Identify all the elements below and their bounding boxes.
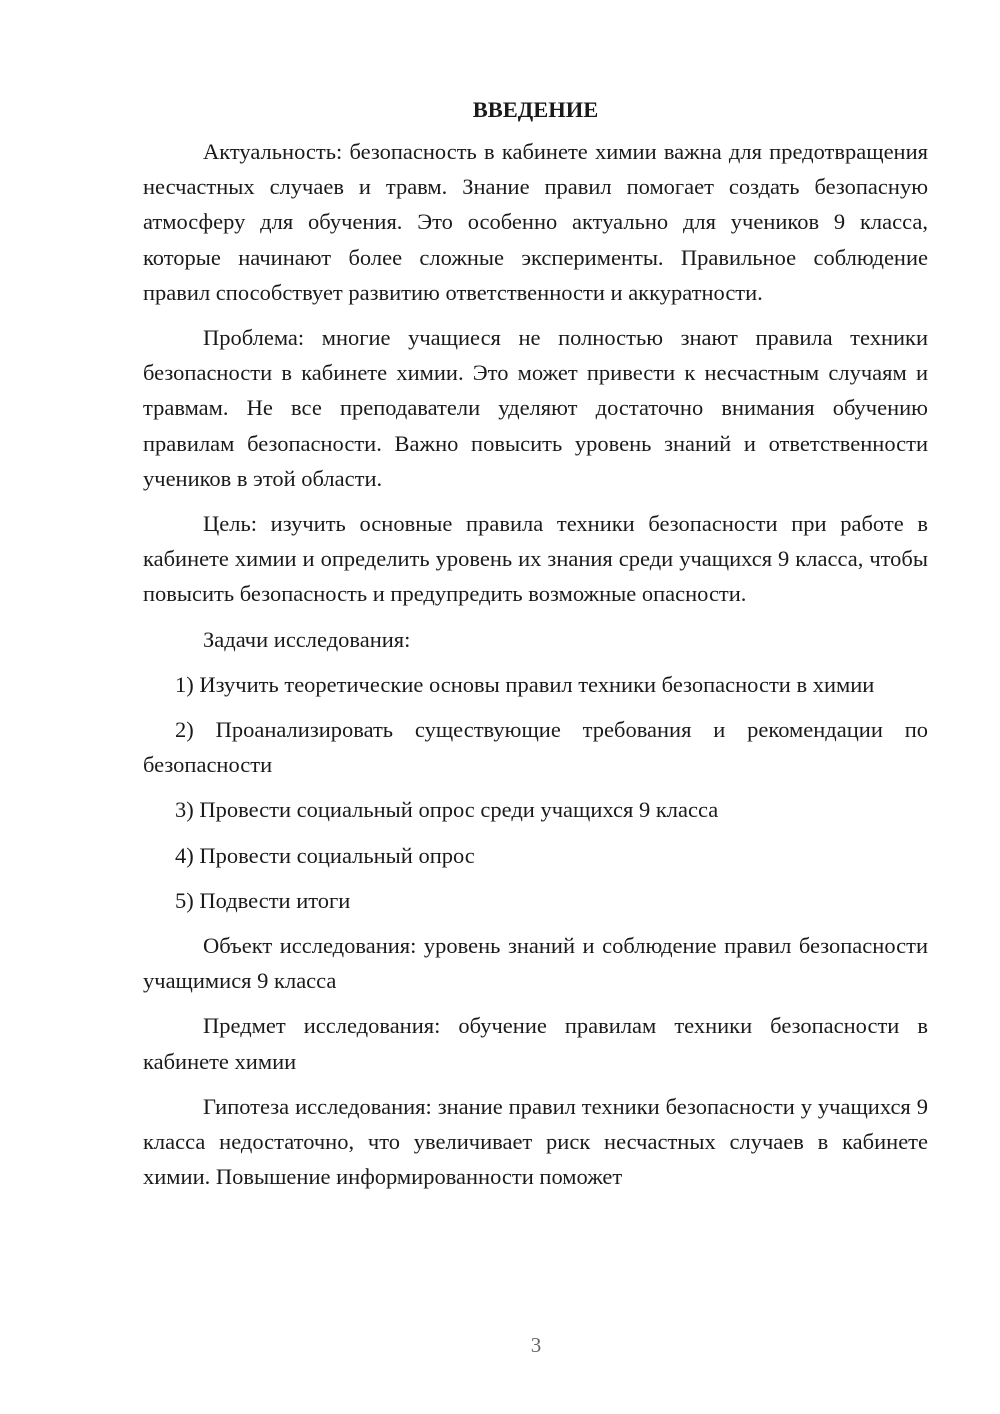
relevance-paragraph: Актуальность: безопасность в кабинете химии важна для предотвращения несчастных случаев и травм. Знание правил помогает создать безопасную атмосферу для обучения. Это особенно актуально для учеников 9 класса, которые начинают более сложные эксперименты. Правильное соблюдение правил способствует развитию ответственности и аккуратности. (143, 139, 928, 305)
goal-paragraph: Цель: изучить основные правила техники безопасности при работе в кабинете химии и определить уровень их знания среди учащихся 9 класса, чтобы повысить безопасность и предупредить возможные опасности. (143, 511, 928, 607)
document-title: ВВЕДЕНИЕ (472, 97, 599, 122)
tasks-heading: Задачи исследования: (203, 626, 411, 652)
hypothesis-paragraph: Гипотеза исследования: знание правил техники безопасности у учащихся 9 класса недостаточно, что увеличивает риск несчастных случаев в кабинете химии. Повышение информированности поможет (143, 1093, 928, 1190)
task-item-5: 5) Подвести итоги (175, 887, 351, 913)
tasks-list (143, 667, 928, 918)
task-item-3: 3) Провести социальный опрос среди учащихся 9 класса (175, 797, 719, 823)
problem-paragraph: Проблема: многие учащиеся не полностью знают правила техники безопасности в кабинете химии. Это может привести к несчастным случаям и травмам. Не все преподаватели уделяют достаточно внимания обучению правилам безопасности. Важно повысить уровень знаний и ответственности учеников в этой области. (143, 325, 928, 491)
task-item-2: 2) Проанализировать существующие требования и рекомендации по безопасности (143, 717, 928, 778)
task-item-4: 4) Провести социальный опрос (175, 842, 475, 868)
page-number: 3 (530, 1333, 542, 1357)
document-page (143, 92, 928, 1204)
object-paragraph: Объект исследования: уровень знаний и соблюдение правил безопасности учащимися 9 класса (143, 933, 928, 994)
subject-paragraph: Предмет исследования: обучение правилам техники безопасности в кабинете химии (143, 1013, 928, 1074)
task-item-1: 1) Изучить теоретические основы правил техники безопасности в химии (175, 671, 875, 697)
